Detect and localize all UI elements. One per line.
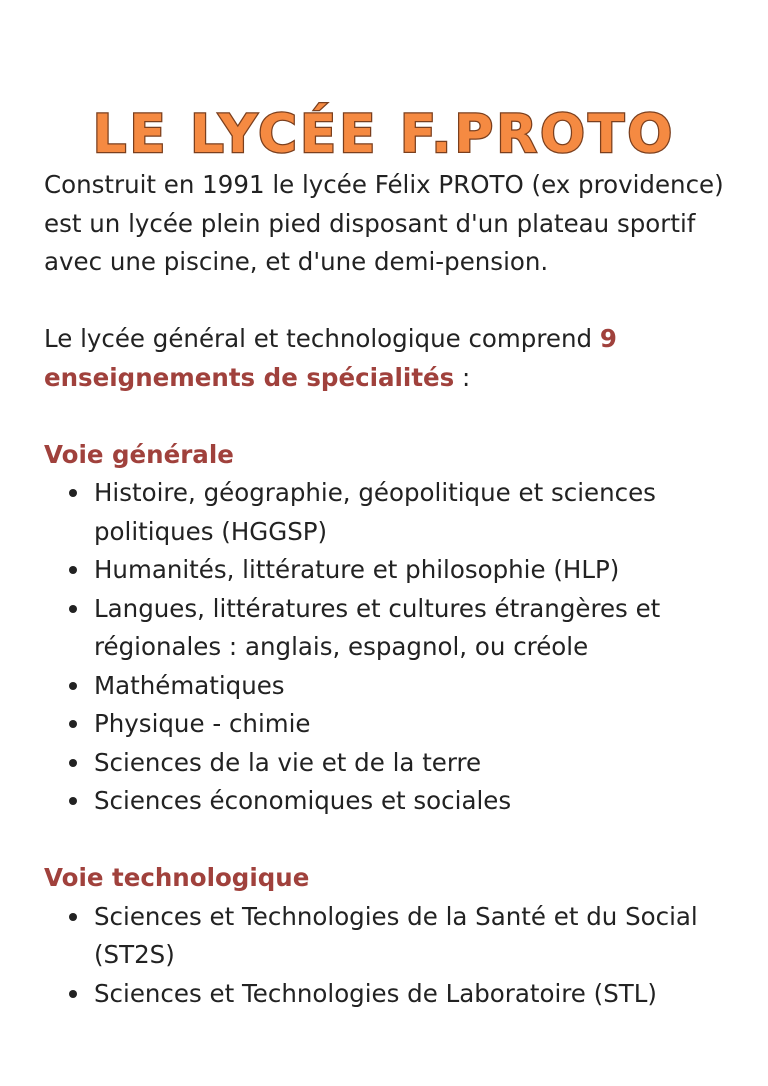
bullet-icon bbox=[69, 489, 77, 497]
intro-paragraph: Construit en 1991 le lycée Félix PROTO (ex providence) est un lycée plein pied disposant d'un plateau sportif avec une piscine, et d'une demi-pension. bbox=[44, 170, 724, 276]
bullet-icon bbox=[69, 913, 77, 921]
list-item bbox=[94, 705, 734, 744]
list-item bbox=[94, 551, 734, 590]
specialites-text-after: : bbox=[454, 362, 471, 392]
specialites-highlight: 9 enseignements de spécialités bbox=[44, 324, 617, 392]
spacer bbox=[44, 821, 734, 860]
bullet-icon bbox=[69, 759, 77, 767]
voie-technologique-list bbox=[44, 898, 734, 1014]
list-item-text: Sciences et Technologies de Laboratoire (STL) bbox=[94, 978, 657, 1008]
list-item bbox=[94, 975, 734, 1014]
list-item-text: Sciences de la vie et de la terre bbox=[94, 747, 482, 777]
document-body bbox=[44, 166, 734, 1013]
list-item bbox=[94, 474, 734, 551]
voie-generale-heading: Voie générale bbox=[44, 439, 234, 469]
voie-generale-list bbox=[44, 474, 734, 821]
list-item-text: Histoire, géographie, géopolitique et sciences politiques (HGGSP) bbox=[94, 478, 656, 546]
list-item-text: Langues, littératures et cultures étrangères et régionales : anglais, espagnol, ou créole bbox=[94, 593, 661, 661]
bullet-icon bbox=[69, 566, 77, 574]
list-item bbox=[94, 667, 734, 706]
bullet-icon bbox=[69, 720, 77, 728]
specialites-paragraph bbox=[44, 320, 734, 397]
voie-technologique-heading: Voie technologique bbox=[44, 863, 310, 892]
bullet-icon bbox=[69, 797, 77, 805]
list-item bbox=[94, 782, 734, 821]
bullet-icon bbox=[69, 990, 77, 998]
list-item-text: Physique - chimie bbox=[94, 709, 311, 738]
spacer bbox=[44, 397, 734, 436]
list-item-text: Mathématiques bbox=[94, 670, 285, 700]
page-title: LE LYCÉE F.PROTO bbox=[92, 103, 676, 165]
bullet-icon bbox=[69, 682, 77, 690]
specialites-text-before: Le lycée général et technologique comprend bbox=[44, 324, 600, 353]
list-item bbox=[94, 898, 734, 975]
list-item-text: Sciences économiques et sociales bbox=[94, 786, 512, 815]
list-item bbox=[94, 590, 734, 667]
list-item bbox=[94, 744, 734, 783]
bullet-icon bbox=[69, 605, 77, 613]
spacer bbox=[44, 282, 734, 321]
list-item-text: Humanités, littérature et philosophie (HLP) bbox=[94, 555, 620, 584]
list-item-text: Sciences et Technologies de la Santé et du Social (ST2S) bbox=[94, 901, 698, 969]
